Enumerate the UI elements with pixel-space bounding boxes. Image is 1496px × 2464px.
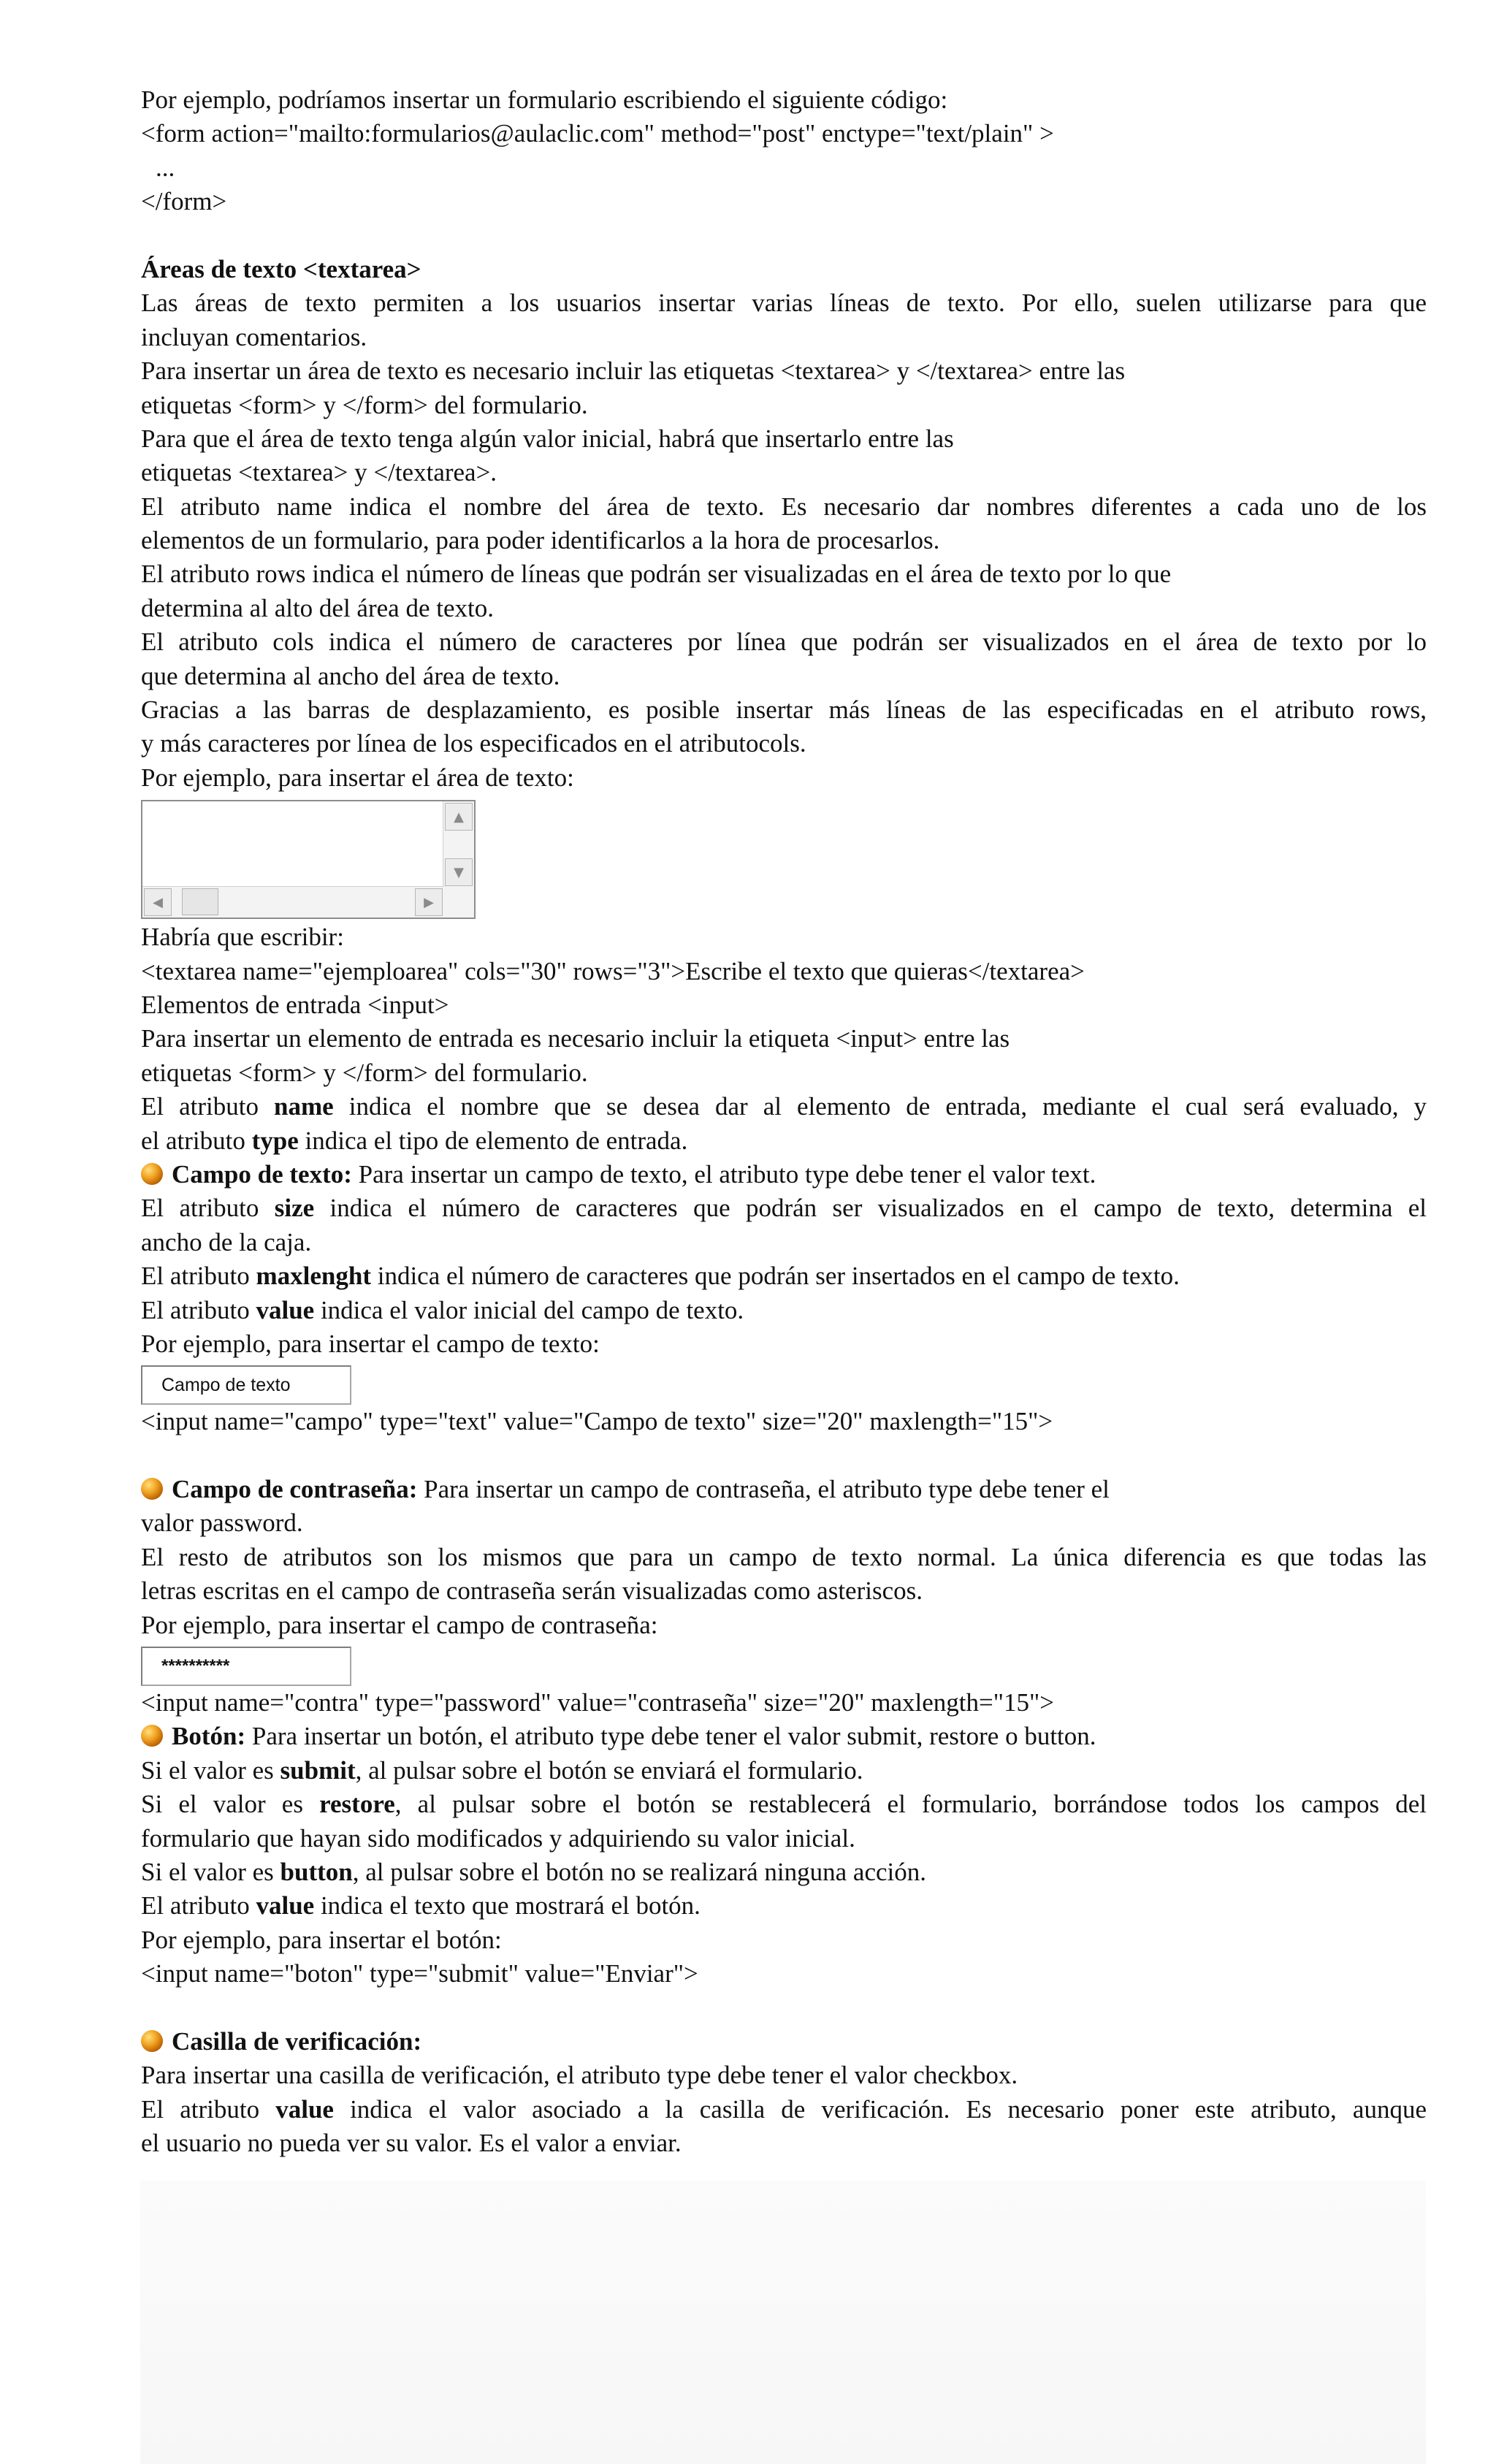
textfield-example-intro: Por ejemplo, para insertar el campo de texto: <box>141 1329 600 1358</box>
password-field-demo[interactable]: ********** <box>141 1647 351 1686</box>
textarea-example-intro: Por ejemplo, para insertar el área de texto: <box>141 763 574 792</box>
textfield-demo-wrapper <box>141 1361 1427 1405</box>
button-submit-text: Si el valor es submit, al pulsar sobre el botón se enviará el formulario. <box>141 1755 863 1785</box>
textarea-paragraph-6-end: que determina al ancho del área de texto. <box>141 661 560 690</box>
vertical-scrollbar[interactable] <box>443 801 474 888</box>
scroll-down-arrow-icon[interactable]: ▼ <box>445 858 473 886</box>
textarea-demo[interactable] <box>141 800 476 919</box>
spacer <box>141 1991 1427 2025</box>
textarea-paragraph-4-end: elementos de un formulario, para poder identificarlos a la hora de procesarlos. <box>141 526 940 555</box>
input-paragraph-2-end: el atributo type indica el tipo de elemento de entrada. <box>141 1126 688 1155</box>
input-paragraph-2: El atributo name indica el nombre que se desea dar al elemento de entrada, mediante el cual será evaluado, y <box>141 1092 1427 1121</box>
button-item: Botón: Para insertar un botón, el atributo type debe tener el valor submit, restore o button. <box>141 1720 1427 1753</box>
text-field-demo[interactable]: Campo de texto <box>141 1365 351 1405</box>
textarea-paragraph-5-end: determina al alto del área de texto. <box>141 593 494 622</box>
textfield-size-text-end: ancho de la caja. <box>141 1227 312 1256</box>
button-restore-text: Si el valor es restore, al pulsar sobre el botón se restablecerá el formulario, borrándose todos los campos del <box>141 1790 1427 1819</box>
bullet-icon <box>141 1163 163 1185</box>
checkbox-item: Casilla de verificación: <box>141 2025 1427 2059</box>
textarea-paragraph-2-end: etiquetas <form> y </form> del formulario. <box>141 390 588 419</box>
input-paragraph-1-end: etiquetas <form> y </form> del formulario. <box>141 1058 588 1087</box>
textarea-paragraph-5: El atributo rows indica el número de líneas que podrán ser visualizadas en el área de texto por lo que <box>141 560 1172 589</box>
button-restore-text-end: formulario que hayan sido modificados y adquiriendo su valor inicial. <box>141 1823 855 1853</box>
textarea-paragraph-3: Para que el área de texto tenga algún valor inicial, habrá que insertarlo entre las <box>141 424 954 453</box>
textarea-paragraph-4: El atributo name indica el nombre del área de texto. Es necesario dar nombres diferentes a cada uno de los <box>141 492 1427 521</box>
textarea-paragraph-1: Las áreas de texto permiten a los usuarios insertar varias líneas de texto. Por ello, suelen utilizarse para que <box>141 289 1427 318</box>
textfield-item: Campo de texto: Para insertar un campo de texto, el atributo type debe tener el valor text. <box>141 1158 1427 1191</box>
intro-text: Por ejemplo, podríamos insertar un formulario escribiendo el siguiente código: <box>141 85 948 114</box>
bullet-icon <box>141 1725 163 1747</box>
spacer <box>141 1439 1427 1473</box>
button-example-intro: Por ejemplo, para insertar el botón: <box>141 1925 502 1954</box>
form-code-close: </form> <box>141 187 227 216</box>
textarea-paragraph-1-end: incluyan comentarios. <box>141 322 367 351</box>
horizontal-scroll-thumb[interactable] <box>182 888 218 915</box>
password-item-end: valor password. <box>141 1508 303 1538</box>
textarea-code: <textarea name="ejemploarea" cols="30" rows="3">Escribe el texto que quieras</textarea> <box>141 956 1085 985</box>
password-demo-wrapper <box>141 1642 1427 1686</box>
form-code-ellipsis: ... <box>156 153 175 182</box>
spacer <box>141 219 1427 253</box>
textarea-paragraph-7-end: y más caracteres por línea de los especificados en el atributocols. <box>141 729 806 758</box>
textarea-paragraph-2: Para insertar un área de texto es necesario incluir las etiquetas <textarea> y </textarea> entre las <box>141 356 1126 386</box>
button-button-text: Si el valor es button, al pulsar sobre el botón no se realizará ninguna acción. <box>141 1857 927 1886</box>
page-bottom-shade <box>140 2181 1426 2464</box>
input-paragraph-1: Para insertar un elemento de entrada es necesario incluir la etiqueta <input> entre las <box>141 1024 1010 1053</box>
button-code: <input name="boton" type="submit" value="Enviar"> <box>141 1959 698 1988</box>
input-heading: Elementos de entrada <input> <box>141 990 449 1019</box>
password-code: <input name="contra" type="password" value="contraseña" size="20" maxlength="15"> <box>141 1688 1055 1717</box>
horizontal-scrollbar[interactable] <box>142 886 444 918</box>
scroll-right-arrow-icon[interactable]: ▶ <box>415 888 443 916</box>
password-item: Campo de contraseña: Para insertar un campo de contraseña, el atributo type debe tener el <box>141 1473 1427 1506</box>
checkbox-paragraph-2-end: el usuario no pueda ver su valor. Es el valor a enviar. <box>141 2129 682 2158</box>
document-body <box>141 83 1427 2160</box>
bullet-icon <box>141 1478 163 1500</box>
scroll-left-arrow-icon[interactable]: ◀ <box>144 888 172 916</box>
textarea-paragraph-3-end: etiquetas <textarea> y </textarea>. <box>141 458 497 487</box>
textfield-maxlength-text: El atributo maxlenght indica el número de caracteres que podrán ser insertados en el campo de texto. <box>141 1262 1180 1291</box>
checkbox-paragraph-1: Para insertar una casilla de verificación, el atributo type debe tener el valor checkbox. <box>141 2061 1018 2090</box>
textfield-size-text: El atributo size indica el número de caracteres que podrán ser visualizados en el campo de texto, determina el <box>141 1194 1427 1223</box>
textarea-heading: Áreas de texto <textarea> <box>141 254 421 283</box>
scrollbar-corner <box>443 887 474 918</box>
password-paragraph-1-end: letras escritas en el campo de contraseña serán visualizadas como asteriscos. <box>141 1576 923 1606</box>
textfield-value-text: El atributo value indica el valor inicial del campo de texto. <box>141 1295 744 1324</box>
scroll-up-arrow-icon[interactable]: ▲ <box>445 803 473 831</box>
password-example-intro: Por ejemplo, para insertar el campo de contraseña: <box>141 1610 658 1639</box>
textarea-paragraph-6: El atributo cols indica el número de caracteres por línea que podrán ser visualizados en el área de texto por lo <box>141 628 1427 657</box>
checkbox-paragraph-2: El atributo value indica el valor asociado a la casilla de verificación. Es necesario poner este atributo, aunque <box>141 2094 1427 2124</box>
textarea-demo-wrapper <box>141 795 1427 920</box>
form-code-open: <form action="mailto:formularios@aulaclic.com" method="post" enctype="text/plain" > <box>141 119 1054 148</box>
password-paragraph-1: El resto de atributos son los mismos que para un campo de texto normal. La única diferencia es que todas las <box>141 1542 1427 1571</box>
bullet-icon <box>141 2030 163 2052</box>
textarea-paragraph-7: Gracias a las barras de desplazamiento, es posible insertar más líneas de las especificadas en el atributo rows, <box>141 695 1427 725</box>
textarea-write-label: Habría que escribir: <box>141 923 344 952</box>
textfield-code: <input name="campo" type="text" value="Campo de texto" size="20" maxlength="15"> <box>141 1407 1053 1436</box>
button-value-text: El atributo value indica el texto que mostrará el botón. <box>141 1891 701 1921</box>
